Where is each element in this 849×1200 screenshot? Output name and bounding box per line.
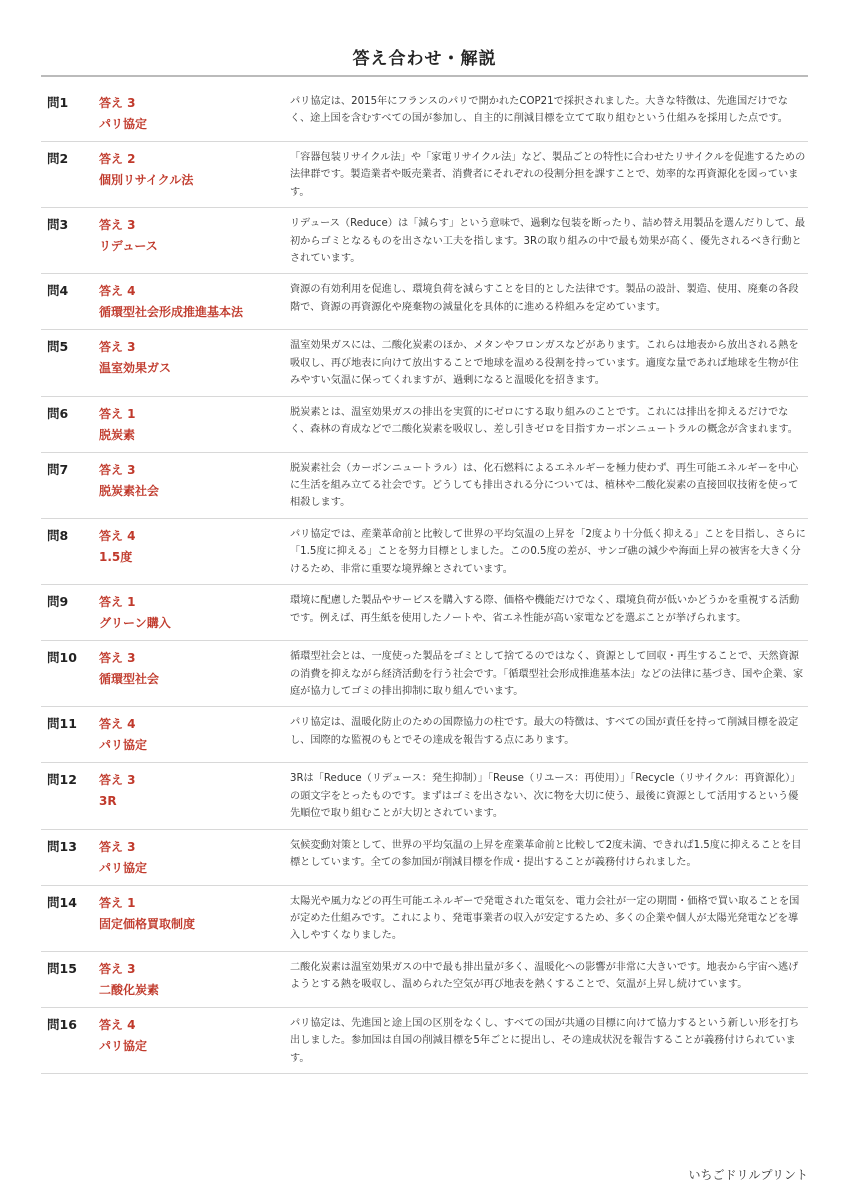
answer-term: 循環型社会 <box>99 672 160 687</box>
answer-choice: 答え 4 <box>99 284 136 299</box>
explanation-text: 「容器包装リサイクル法」や「家電リサイクル法」など、製品ごとの特性に合わせたリサイクルを促進するための法律群です。製造業者や販売業者、消費者にそれぞれの役割分担を課すことで、効率的な再資源化を図っています。 <box>290 152 806 198</box>
answer-term: 1.5度 <box>99 549 133 564</box>
answer-row <box>41 519 808 585</box>
answer-row <box>41 86 808 142</box>
answer-row <box>41 397 808 453</box>
explanation-text: 太陽光や風力などの再生可能エネルギーで発電された電気を、電力会社が一定の期間・価格で買い取ることを国が定めた仕組みです。これにより、発電事業者の収入が安定するため、多くの企業や個人が太陽光発電などを導入しやすくなりました。 <box>290 895 800 942</box>
question-number: 問10 <box>47 650 77 666</box>
answer-row <box>41 763 808 829</box>
answer-block <box>99 592 290 634</box>
answer-row <box>41 1008 808 1074</box>
answer-choice: 答え 3 <box>99 340 136 355</box>
answer-term: 循環型社会形成推進基本法 <box>99 305 244 320</box>
question-number: 問12 <box>47 772 77 788</box>
explanation-text: 循環型社会とは、一度使った製品をゴミとして捨てるのではなく、資源として回収・再生することで、天然資源の消費を抑えながら経済活動を行う社会です。「循環型社会形成推進基本法」などの法律に基づき、国や企業、家庭が協力してゴミの排出抑制に取り組んでいます。 <box>290 651 804 697</box>
page-title: 答え合わせ・解説 <box>352 49 497 69</box>
question-number: 問1 <box>47 95 69 110</box>
question-number: 問3 <box>47 217 69 233</box>
answer-choice: 答え 3 <box>99 773 136 788</box>
explanation-text: 環境に配慮した製品やサービスを購入する際、価格や機能だけでなく、環境負荷が低いかどうかを重視する活動です。例えば、再生紙を使用したノートや、省エネ性能が高い家電などを選ぶことが挙げられます。 <box>290 595 800 624</box>
answer-choice: 答え 1 <box>99 595 136 610</box>
question-number: 問7 <box>47 461 69 477</box>
answer-row <box>41 952 808 1008</box>
answer-choice: 答え 3 <box>99 961 136 976</box>
explanation-text: 資源の有効利用を促進し、環境負荷を減らすことを目的とした法律です。製品の設計、製造、使用、廃棄の各段階で、資源の再資源化や廃棄物の減量化を具体的に進める枠組みを定めています。 <box>290 284 799 313</box>
question-number: 問4 <box>47 283 69 299</box>
answer-term: リデュース <box>99 239 158 254</box>
answer-choice: 答え 3 <box>99 96 136 110</box>
question-number: 問11 <box>47 716 77 732</box>
answer-block <box>99 837 290 879</box>
explanation-text: パリ協定では、産業革命前と比較して世界の平均気温の上昇を「2度より十分低く抑える」ことを目指し、さらに「1.5度に抑える」ことを努力目標としました。この0.5度の差が、サンゴ礁の減少や海面上昇の被害を大きく分けるため、非常に重要な境界線とされています。 <box>290 528 806 575</box>
answer-term: 固定価格買取制度 <box>99 916 196 931</box>
answer-term: 二酸化炭素 <box>99 982 160 997</box>
answer-row <box>41 453 808 519</box>
question-number: 問5 <box>47 339 69 355</box>
question-number: 問6 <box>47 405 69 421</box>
answer-term: グリーン購入 <box>99 616 171 631</box>
footer-brand: いちごドリルプリント <box>688 1168 808 1182</box>
answer-term: 脱炭素 <box>99 427 136 442</box>
explanation-text: 脱炭素社会（カーボンニュートラル）は、化石燃料によるエネルギーを極力使わず、再生可能エネルギーを中心に生活を組み立てる社会です。どうしても排出される分については、植林や二酸化炭素の直接回収技術を使って相殺します。 <box>290 462 799 509</box>
answer-block <box>99 337 290 379</box>
answer-choice: 答え 3 <box>99 839 136 854</box>
answer-block <box>99 215 290 257</box>
question-number: 問15 <box>47 960 77 976</box>
answer-choice: 答え 3 <box>99 462 136 477</box>
answer-row <box>41 274 808 330</box>
answer-row <box>41 886 808 952</box>
answer-term: パリ協定 <box>99 117 148 131</box>
question-number: 問2 <box>47 151 69 166</box>
answer-term: パリ協定 <box>99 1038 148 1053</box>
question-number: 問9 <box>47 594 69 610</box>
explanation-text: 脱炭素とは、温室効果ガスの排出を実質的にゼロにする取り組みのことです。これには排出を抑えるだけでなく、森林の育成などで二酸化炭素を吸収し、差し引きゼロを目指すカーボンニュートラルの概念が含まれます。 <box>290 406 798 436</box>
answer-block <box>99 526 290 568</box>
answer-choice: 答え 1 <box>99 406 136 421</box>
question-number: 問8 <box>47 527 69 543</box>
answer-block <box>99 959 290 1001</box>
answer-row <box>41 208 808 274</box>
answer-block <box>99 460 290 502</box>
answer-block <box>99 93 290 135</box>
answer-block <box>99 770 290 812</box>
answer-list <box>41 86 808 1074</box>
title-divider <box>41 75 808 77</box>
answer-choice: 答え 3 <box>99 218 136 233</box>
answer-choice: 答え 4 <box>99 1017 136 1032</box>
question-number: 問13 <box>47 838 77 854</box>
answer-choice: 答え 4 <box>99 528 136 543</box>
answer-term: パリ協定 <box>99 860 148 875</box>
answer-row <box>41 830 808 886</box>
answer-block <box>99 149 290 191</box>
explanation-text: リデュース（Reduce）は「減らす」という意味で、過剰な包装を断ったり、詰め替え用製品を選んだりして、最初からゴミとなるものを出さない工夫を指します。3Rの取り組みの中で最も効果が高く、優先されるべき行動とされています。 <box>290 218 806 265</box>
answer-term: 3R <box>99 794 117 809</box>
answer-term: 温室効果ガス <box>99 361 172 376</box>
question-number: 問14 <box>47 894 77 910</box>
answer-choice: 答え 2 <box>99 152 136 166</box>
answer-row <box>41 142 808 208</box>
answer-choice: 答え 3 <box>99 651 136 666</box>
answer-block <box>99 281 290 323</box>
explanation-text: 3Rは「Reduce（リデュース：発生抑制）」「Reuse（リユース：再使用）」「Recycle（リサイクル：再資源化）」の頭文字をとったものです。まずはゴミを出さない、次に物を大切に使う、最後に資源として活用するという優先順位で取り組むことが大切とされています。 <box>290 773 801 820</box>
explanation-text: パリ協定は、先進国と途上国の区別をなくし、すべての国が共通の目標に向けて協力するという新しい形を打ち出しました。参加国は自国の削減目標を5年ごとに提出し、その達成状況を報告することが義務付けられています。 <box>290 1017 800 1064</box>
answer-choice: 答え 4 <box>99 717 136 732</box>
answer-term: 個別リサイクル法 <box>99 173 194 187</box>
explanation-text: 二酸化炭素は温室効果ガスの中で最も排出量が多く、温暖化への影響が非常に大きいです。地表から宇宙へ逃げようとする熱を吸収し、温められた空気が再び地表を熱くすることで、気温が上昇し続けています。 <box>290 961 799 991</box>
answer-row <box>41 330 808 396</box>
answer-row <box>41 585 808 641</box>
answer-block <box>99 648 290 690</box>
answer-block <box>99 893 290 935</box>
answer-choice: 答え 1 <box>99 895 136 910</box>
explanation-text: 気候変動対策として、世界の平均気温の上昇を産業革命前と比較して2度未満、できれば1.5度に抑えることを目標としています。全ての参加国が削減目標を作成・提出することが義務付けられました。 <box>290 839 802 868</box>
explanation-text: 温室効果ガスには、二酸化炭素のほか、メタンやフロンガスなどがあります。これらは地表から放出される熱を吸収し、再び地表に向けて放出することで地球を温める役割を持っています。適度な量であれば地球を生物が住みやすい気温に保ってくれますが、過剰になると温暖化を招きます。 <box>290 340 799 387</box>
answer-block <box>99 714 290 756</box>
explanation-text: パリ協定は、2015年にフランスのパリで開かれたCOP21で採択されました。大きな特徴は、先進国だけでなく、途上国を含むすべての国が参加し、自主的に削減目標を立てて取り組むという仕組みを採用した点です。 <box>290 96 788 125</box>
answer-term: パリ協定 <box>99 738 148 753</box>
answer-row <box>41 707 808 763</box>
answer-block <box>99 404 290 446</box>
answer-row <box>41 641 808 707</box>
explanation-text: パリ協定は、温暖化防止のための国際協力の柱です。最大の特徴は、すべての国が責任を持って削減目標を設定し、国際的な監視のもとでその達成を報告する点にあります。 <box>290 717 799 746</box>
answer-block <box>99 1015 290 1057</box>
question-number: 問16 <box>47 1016 77 1032</box>
answer-term: 脱炭素社会 <box>99 483 160 498</box>
